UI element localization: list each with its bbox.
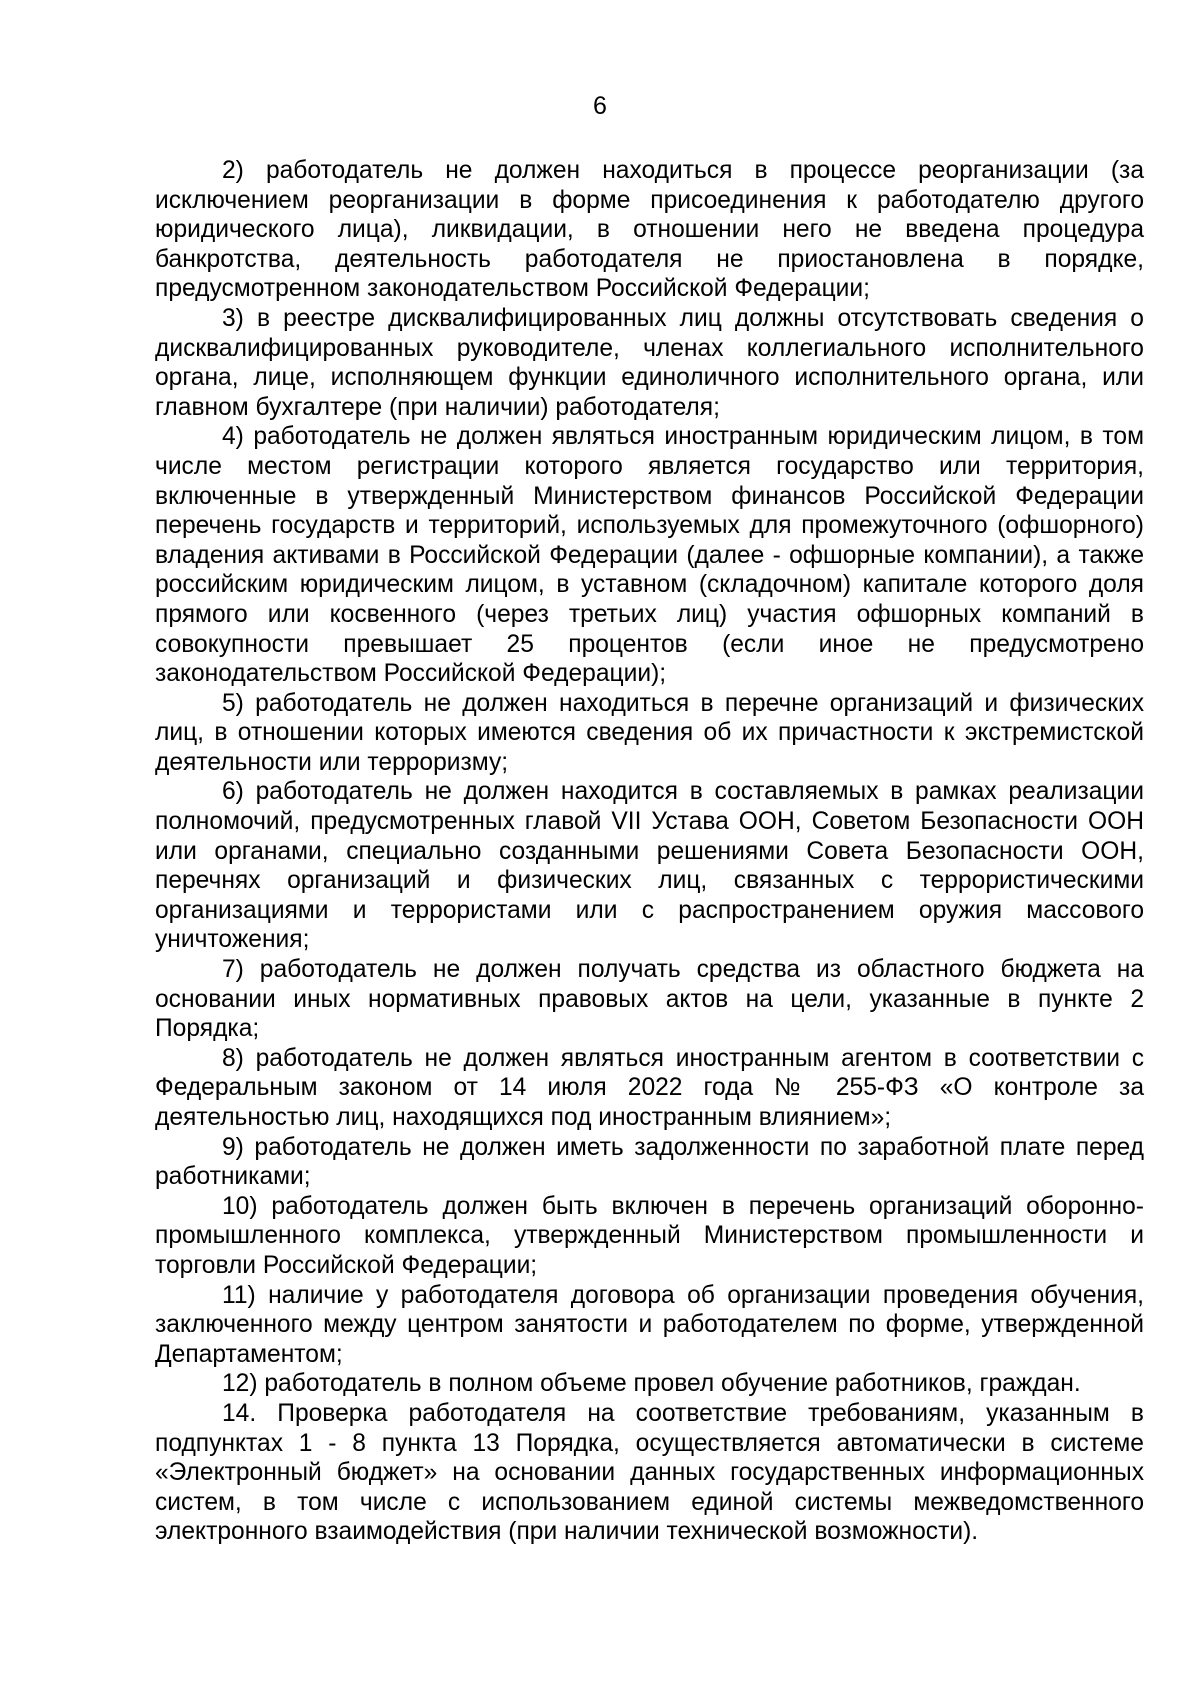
- paragraph-item-12: 12) работодатель в полном объеме провел обучение работников, граждан.: [222, 1370, 1081, 1398]
- paragraph-item-9: 9) работодатель не должен иметь задолженности по заработной плате перед работниками;: [155, 1133, 1144, 1191]
- paragraph-item-6: 6) работодатель не должен находится в составляемых в рамках реализации полномочий, предусмотренных главой VII Устава ООН, Советом Безопасности ООН или органами, специально созданными решениями Совета Безопасности ООН, перечнях организаций и физических лиц, связанных с террористическими организациями и террористами или с распространением оружия массового уничтожения;: [155, 778, 1144, 954]
- paragraph-item-2: 2) работодатель не должен находиться в процессе реорганизации (за исключением реорганизации в форме присоединения к работодателю другого юридического лица), ликвидации, в отношении него не введена процедура банкротства, деятельность работодателя не приостановлена в порядке, предусмотренном законодательством Российской Федерации;: [155, 157, 1144, 303]
- document-body: [155, 156, 1144, 1547]
- paragraph-item-8: 8) работодатель не должен являться иностранным агентом в соответствии с Федеральным законом от 14 июля 2022 года № 255-ФЗ «О контроле за деятельностью лиц, находящихся под иностранным влиянием»;: [155, 1044, 1144, 1131]
- paragraph-item-5: 5) работодатель не должен находиться в перечне организаций и физических лиц, в отношении которых имеются сведения об их причастности к экстремистской деятельности или терроризму;: [155, 689, 1144, 776]
- paragraph-item-11: 11) наличие у работодателя договора об организации проведения обучения, заключенного между центром занятости и работодателем по форме, утвержденной Департаментом;: [155, 1281, 1144, 1368]
- page-number: 6: [593, 92, 607, 120]
- paragraph-item-10: 10) работодатель должен быть включен в перечень организаций оборонно-промышленного комплекса, утвержденный Министерством промышленности и торговли Российской Федерации;: [155, 1192, 1144, 1279]
- paragraph-item-4: 4) работодатель не должен являться иностранным юридическим лицом, в том числе местом регистрации которого является государство или территория, включенные в утвержденный Министерством финансов Российской Федерации перечень государств и территорий, используемых для промежуточного (офшорного) владения активами в Российской Федерации (далее - офшорные компании), а также российским юридическим лицом, в уставном (складочном) капитале которого доля прямого или косвенного (через третьих лиц) участия офшорных компаний в совокупности превышает 25 процентов (если иное не предусмотрено законодательством Российской Федерации);: [155, 423, 1144, 688]
- paragraph-item-3: 3) в реестре дисквалифицированных лиц должны отсутствовать сведения о дисквалифицированных руководителе, членах коллегиального исполнительного органа, лице, исполняющем функции единоличного исполнительного органа, или главном бухгалтере (при наличии) работодателя;: [155, 304, 1144, 421]
- paragraph-section-14: 14. Проверка работодателя на соответствие требованиям, указанным в подпунктах 1 - 8 пункта 13 Порядка, осуществляется автоматически в системе «Электронный бюджет» на основании данных государственных информационных систем, в том числе с использованием единой системы межведомственного электронного взаимодействия (при наличии технической возможности).: [155, 1399, 1144, 1546]
- paragraph-item-7: 7) работодатель не должен получать средства из областного бюджета на основании иных нормативных правовых актов на цели, указанные в пункте 2 Порядка;: [155, 956, 1144, 1043]
